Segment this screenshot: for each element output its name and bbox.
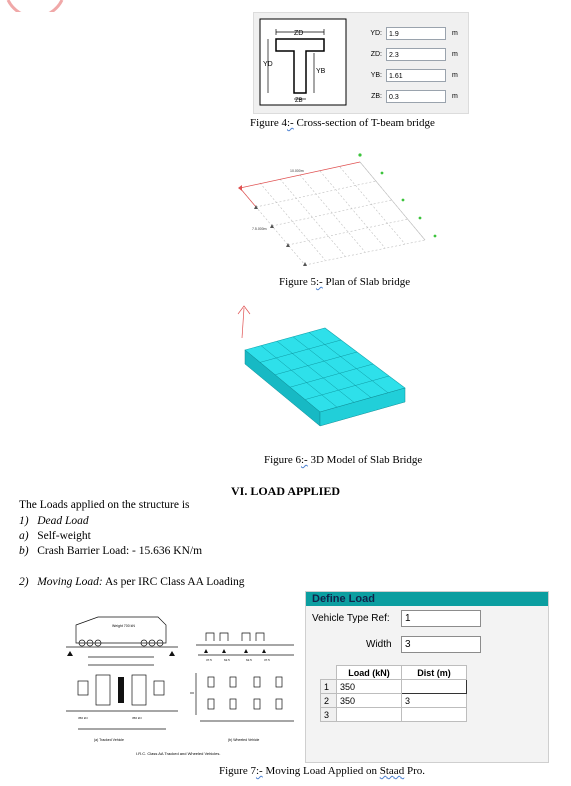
axle-load-1: 37.5	[206, 658, 212, 662]
plan-dim-left: 7.5.000m	[252, 227, 267, 231]
field-label: YD:	[370, 30, 382, 37]
irc-figure-caption: I.R.C. Class AA Tracked and Wheeled Vehicles.	[136, 751, 221, 756]
caption-prefix: Figure 5	[279, 276, 316, 288]
slab-plan-figure	[230, 148, 470, 270]
load-cell[interactable]: 350	[337, 680, 402, 694]
field-label: YB:	[370, 72, 382, 79]
row-number: 3	[321, 708, 337, 722]
irc-weight-label: Weight 700 kN	[112, 624, 135, 628]
field-label: ZD:	[370, 51, 382, 58]
list-number: 2)	[19, 576, 29, 588]
list-item-crash-barrier	[19, 545, 202, 557]
dim-label-zd: ZD	[294, 30, 304, 37]
caption-text: Cross-section of T-beam bridge	[293, 117, 435, 129]
caption-separator: :-	[300, 454, 308, 466]
track-load-right: 350 kN	[132, 716, 142, 720]
table-row	[321, 694, 467, 708]
caption-text: Plan of Slab bridge	[322, 276, 411, 288]
caption-text: 3D Model of Slab Bridge	[307, 454, 423, 466]
caption-separator: :-	[315, 276, 323, 288]
load-cell[interactable]	[337, 708, 402, 722]
section-heading: VI. LOAD APPLIED	[230, 484, 340, 498]
vehicle-ref-input[interactable]: 1	[401, 610, 481, 627]
list-text: As per IRC Class AA Loading	[102, 576, 245, 588]
dim-label-zb: ZB	[295, 98, 303, 104]
zb-input[interactable]: 0.3	[386, 90, 446, 103]
tracked-vehicle-caption: (a) Tracked Vehicle	[94, 738, 124, 742]
list-text: Crash Barrier Load: - 15.636 KN/m	[37, 545, 203, 557]
define-load-panel	[305, 591, 549, 763]
list-text: Dead Load	[37, 515, 89, 527]
table-row	[321, 708, 467, 722]
load-table	[320, 665, 467, 722]
dim-label-yb: YB	[316, 68, 326, 75]
caption-separator: :-	[286, 117, 294, 129]
zd-input[interactable]: 2.3	[386, 48, 446, 61]
table-row	[321, 680, 467, 694]
figure-4-caption	[250, 117, 435, 129]
caption-text: Moving Load Applied on	[262, 765, 380, 777]
wheeled-vehicle-caption: (b) Wheeled Vehicle	[228, 738, 260, 742]
list-number: a)	[19, 530, 29, 542]
axle-load-3: 62.5	[246, 658, 252, 662]
column-header-load: Load (kN)	[337, 666, 402, 680]
caption-prefix: Figure 7	[219, 765, 256, 777]
caption-separator: :-	[255, 765, 263, 777]
caption-tail: Pro.	[404, 765, 425, 777]
dist-cell[interactable]	[402, 708, 467, 722]
dist-cell[interactable]: 3	[402, 694, 467, 708]
dim-label-yd: YD	[263, 61, 273, 68]
tbeam-section-panel	[253, 12, 469, 114]
define-load-title: Define Load	[306, 592, 548, 606]
dist-cell[interactable]	[402, 680, 467, 694]
width-input[interactable]: 3	[401, 636, 481, 653]
width-label: Width	[366, 639, 392, 650]
table-header-row	[321, 666, 467, 680]
yb-input[interactable]: 1.61	[386, 69, 446, 82]
plan-dim-top: 10.000m	[290, 169, 304, 173]
row-number: 1	[321, 680, 337, 694]
row-number: 2	[321, 694, 337, 708]
yd-input[interactable]: 1.9	[386, 27, 446, 40]
axle-load-4: 37.5	[264, 658, 270, 662]
field-label: ZB:	[371, 93, 382, 100]
axle-load-2: 62.5	[224, 658, 230, 662]
list-text: Self-weight	[37, 530, 91, 542]
irc-class-aa-figure	[58, 603, 306, 765]
list-item-dead-load	[19, 515, 89, 527]
slab-3d-model	[230, 300, 420, 440]
list-item-self-weight	[19, 530, 91, 542]
load-cell[interactable]: 350	[337, 694, 402, 708]
unit-label: m	[452, 51, 458, 58]
figure-6-caption	[264, 454, 422, 466]
list-number: b)	[19, 545, 29, 557]
loads-intro: The Loads applied on the structure is	[19, 499, 190, 511]
caption-prefix: Figure 4	[250, 117, 287, 129]
list-item-moving-load	[19, 576, 245, 588]
tbeam-diagram	[254, 13, 354, 113]
unit-label: m	[452, 93, 458, 100]
figure-7-caption	[219, 765, 425, 777]
vehicle-ref-label: Vehicle Type Ref:	[312, 613, 390, 624]
column-header-dist: Dist (m)	[402, 666, 467, 680]
caption-staad: Staad	[379, 765, 405, 777]
caption-prefix: Figure 6	[264, 454, 301, 466]
decorative-arc	[0, 0, 70, 12]
list-label: Moving Load:	[37, 576, 103, 588]
unit-label: m	[452, 72, 458, 79]
track-load-left: 350 kN	[78, 716, 88, 720]
list-number: 1)	[19, 515, 29, 527]
unit-label: m	[452, 30, 458, 37]
figure-5-caption	[279, 276, 410, 288]
